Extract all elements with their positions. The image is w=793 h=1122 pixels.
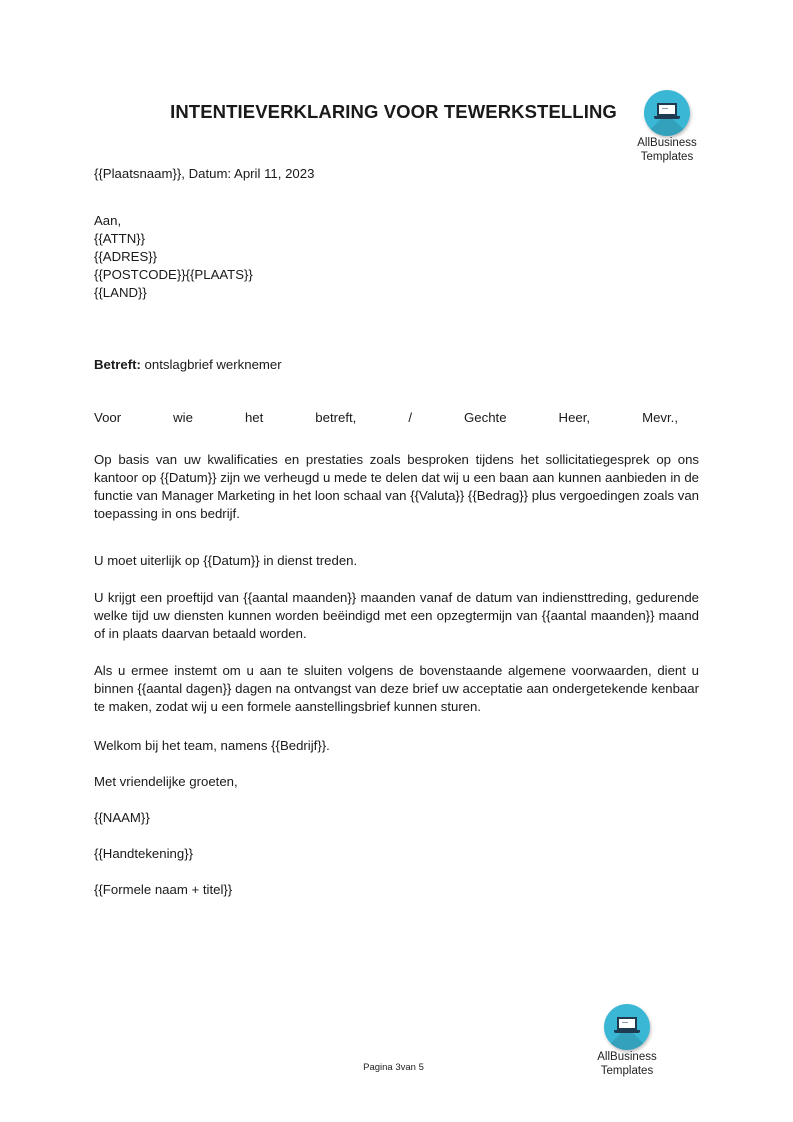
paragraph-offer: Op basis van uw kwalificaties en prestaties zoals besproken tijdens het sollicitatiegesprek op ons kantoor op {{Datum}} zijn we verheugd u mede te delen dat wij u een baan aan kunnen aanbieden in de functie van Manager Marketing in het loon schaal van {{Valuta}} {{Bedrag}} plus vergoedingen zoals van toepassing in ons bedrijf. <box>94 452 699 521</box>
address-street: {{ADRES}} <box>94 249 158 264</box>
paragraph-start-date: U moet uiterlijk op {{Datum}} in dienst treden. <box>94 553 358 568</box>
paragraph-acceptance: Als u ermee instemt om u aan te sluiten volgens de bovenstaande algemene voorwaarden, dient u binnen {{aantal dagen}} dagen na ontvangst van deze brief uw acceptatie aan ondergetekende kenbaar te maken, zodat wij u een formele aanstellingsbrief kunnen sturen. <box>94 663 699 714</box>
greeting-word: Heer, <box>558 410 591 425</box>
brand-name-line2: Templates <box>640 151 694 163</box>
place-date: {{Plaatsnaam}}, Datum: April 11, 2023 <box>94 166 315 181</box>
formal-name-title: {{Formele naam + titel}} <box>94 882 233 897</box>
address-attn: {{ATTN}} <box>94 231 146 246</box>
signer-name: {{NAAM}} <box>94 810 150 825</box>
address-postcode-city: {{POSTCODE}}{{PLAATS}} <box>94 267 253 282</box>
greeting-word: Voor <box>94 410 122 425</box>
closing: Met vriendelijke groeten, <box>94 774 238 789</box>
brand-logo-top <box>617 90 717 164</box>
address-country: {{LAND}} <box>94 285 147 300</box>
page-number-footer: Pagina 3van 5 <box>363 1062 424 1073</box>
laptop-icon <box>604 1004 650 1050</box>
paragraph-welcome: Welkom bij het team, namens {{Bedrijf}}. <box>94 738 330 753</box>
greeting-line <box>94 409 678 427</box>
document-title: INTENTIEVERKLARING VOOR TEWERKSTELLING <box>170 101 617 122</box>
greeting-word: Gechte <box>464 410 507 425</box>
subject-value: ontslagbrief werknemer <box>140 357 282 372</box>
brand-name-line1: AllBusiness <box>637 137 697 149</box>
address-block <box>94 212 699 302</box>
paragraph-probation: U krijgt een proeftijd van {{aantal maanden}} maanden vanaf de datum van indiensttreding, gedurende welke tijd uw diensten kunnen worden beëindigd met een opzegtermijn van {{aantal maanden}} maand of in plaats daarvan betaald worden. <box>94 590 699 641</box>
signature-placeholder: {{Handtekening}} <box>94 846 194 861</box>
greeting-word: / <box>408 410 413 425</box>
brand-name-line1: AllBusiness <box>597 1051 657 1063</box>
greeting-word: Mevr., <box>642 410 678 425</box>
brand-name-line2: Templates <box>600 1065 654 1077</box>
subject-label: Betreft: <box>94 357 141 372</box>
greeting-word: wie <box>173 410 193 425</box>
subject-line <box>94 356 699 374</box>
greeting-word: betreft, <box>315 410 357 425</box>
laptop-icon <box>644 90 690 136</box>
greeting-word: het <box>244 410 264 425</box>
address-to: Aan, <box>94 213 122 228</box>
